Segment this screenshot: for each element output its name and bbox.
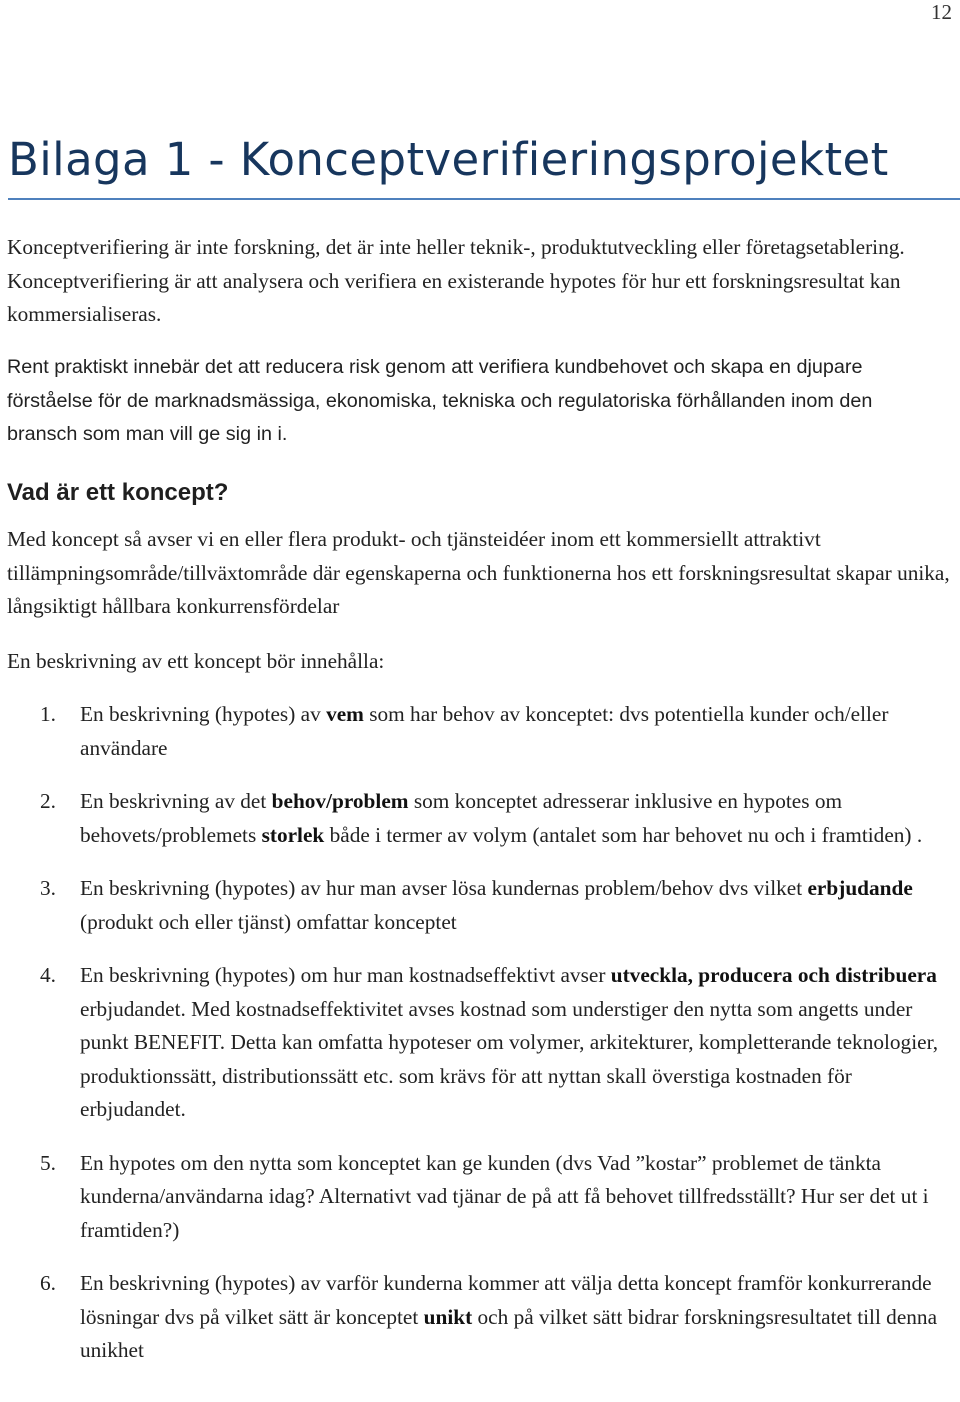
list-item-number: 3. xyxy=(40,876,56,900)
section-heading: Vad är ett koncept? xyxy=(7,479,229,506)
list-item-bold-text: vem xyxy=(326,702,364,726)
list-item-text: En beskrivning (hypotes) av xyxy=(80,702,327,726)
list-item-bold-text: behov/problem xyxy=(271,789,409,813)
list-item xyxy=(0,959,960,1127)
list-item-text: både i termer av volym (antalet som har behovet nu och i framtiden) . xyxy=(324,822,923,847)
concept-requirements-list xyxy=(0,698,960,1368)
list-item-text: erbjudandet. Med kostnadseffektivitet avses kostnad som understiger den nytta som angetts under punkt BENEFIT. Detta kan omfatta hypoteser om volymer, arkitekturer, kompletterande teknologier, produktionssätt, distributionssätt etc. som krävs för att nyttan skall överstiga kostnaden för erbjudandet. xyxy=(80,996,939,1121)
list-item xyxy=(0,1147,960,1248)
list-item xyxy=(0,1267,960,1368)
list-item-text: En beskrivning (hypotes) av hur man avser lösa kundernas problem/behov dvs vilket xyxy=(80,876,808,900)
concept-definition-paragraph: Med koncept så avser vi en eller flera produkt- och tjänsteidéer inom ett kommersiellt attraktivt tillämpningsområde/tillväxtområde där egenskaperna och funktionerna hos ett forskningsresultat skapar unika, långsiktigt hållbara konkurrensfördelar xyxy=(7,527,950,618)
list-item-text: En beskrivning av det xyxy=(80,789,272,813)
list-intro-paragraph: En beskrivning av ett koncept bör innehålla: xyxy=(7,649,385,673)
list-item-number: 4. xyxy=(40,963,56,987)
list-item-text: som konceptet adresserar inklusive en hypotes om behovets/problemets xyxy=(80,789,843,847)
list-item xyxy=(0,872,960,939)
list-item-text: En beskrivning (hypotes) av varför kunderna kommer att välja detta koncept framför konkurrerande lösningar dvs på vilket sätt är konceptet xyxy=(80,1271,932,1329)
list-item-number: 6. xyxy=(40,1271,56,1295)
list-item-text: som har behov av konceptet: dvs potentiella kunder och/eller användare xyxy=(80,702,889,760)
page-title: Bilaga 1 - Konceptverifieringsprojektet xyxy=(8,133,889,186)
list-item-number: 2. xyxy=(40,789,56,813)
list-item-text: (produkt och eller tjänst) omfattar konceptet xyxy=(80,909,457,934)
list-item xyxy=(0,698,960,765)
list-item-bold-text: erbjudande xyxy=(807,876,913,900)
intro-paragraph-1: Konceptverifiering är inte forskning, det är inte heller teknik-, produktutveckling eller företagsetablering. Konceptverifiering är att analysera och verifiera en existerande hypotes för hur ett forskningsresultat kan kommersialiseras. xyxy=(7,235,905,326)
list-item-text: En hypotes om den nytta som konceptet kan ge kunden (dvs Vad ”kostar” problemet de tänkta kunderna/användarna idag? Alternativt vad tjänar de på att få behovet tillfredsställt? Hur ser det ut i framtiden?) xyxy=(80,1150,929,1242)
list-item-bold-text: unikt xyxy=(423,1304,473,1329)
list-item-number: 5. xyxy=(40,1150,56,1175)
list-item-text: En beskrivning (hypotes) om hur man kostnadseffektivt avser xyxy=(80,963,611,987)
list-item-bold-text: storlek xyxy=(261,822,325,847)
intro-paragraph-2: Rent praktiskt innebär det att reducera risk genom att verifiera kundbehovet och skapa en djupare förståelse för de marknadsmässiga, ekonomiska, tekniska och regulatoriska förhållanden inom den bransch som man vill ge sig in i. xyxy=(7,356,873,445)
list-item xyxy=(0,785,960,852)
list-item-bold-text: utveckla, producera och distribuera xyxy=(610,963,937,987)
list-item-text: och på vilket sätt bidrar forskningsresultatet till denna unikhet xyxy=(80,1304,938,1362)
title-underline xyxy=(8,198,960,200)
page-number: 12 xyxy=(931,0,952,24)
list-item-number: 1. xyxy=(40,702,56,726)
